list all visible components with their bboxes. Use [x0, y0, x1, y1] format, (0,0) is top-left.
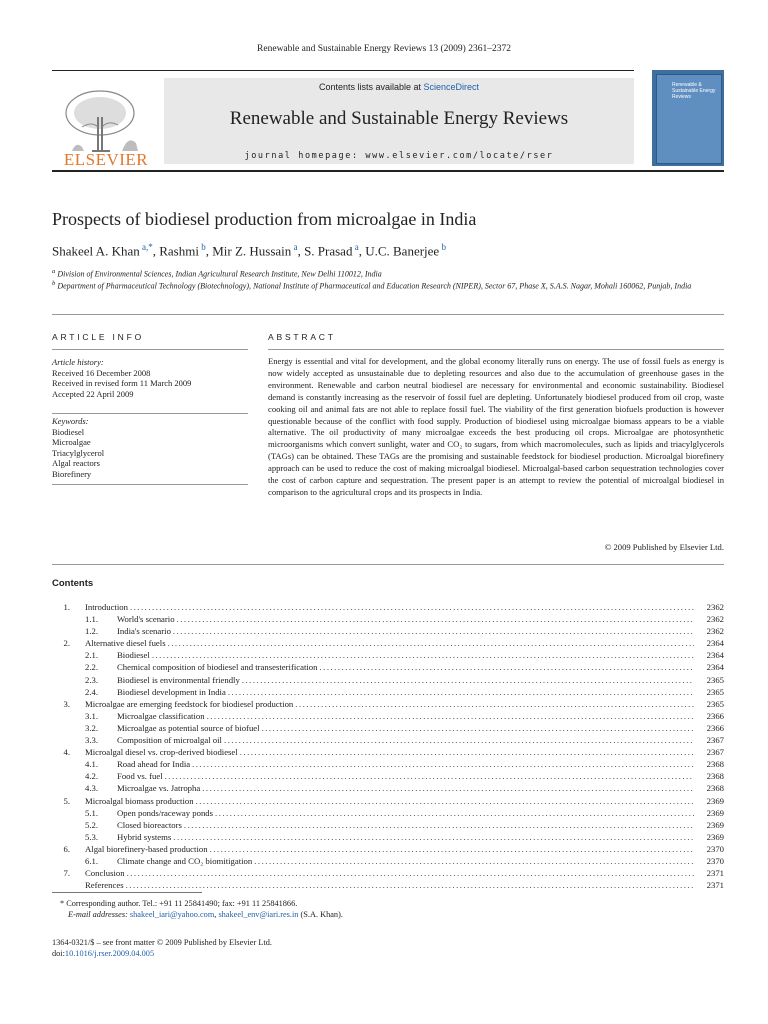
keywords-rule: [52, 484, 248, 485]
affiliation-b: [52, 278, 724, 292]
article-title: Prospects of biodiesel production from microalgae in India: [52, 209, 477, 229]
history-item: Accepted 22 April 2009: [52, 388, 134, 399]
toc-subnumber: 2.2.: [85, 662, 99, 673]
toc-row[interactable]: [52, 747, 724, 759]
toc-row[interactable]: [52, 650, 724, 662]
doi-prefix: doi:: [52, 949, 65, 958]
toc-row[interactable]: [52, 662, 724, 674]
contents-available-prefix: Contents lists available at: [318, 82, 424, 92]
issn-line: 1364-0321/$ – see front matter © 2009 Published by Elsevier Ltd.: [52, 938, 272, 947]
toc-title: India's scenario: [117, 626, 171, 637]
toc-page-number: 2371: [706, 880, 724, 891]
toc-title: Microalgae are emerging feedstock for biodiesel production: [85, 698, 294, 709]
toc-page-number: 2367: [706, 735, 724, 746]
toc-title: References: [85, 880, 124, 891]
toc-page-number: 2369: [706, 819, 724, 830]
toc-row[interactable]: [52, 868, 724, 880]
toc-page-number: 2370: [706, 843, 724, 854]
abstract-heading: ABSTRACT: [268, 332, 336, 342]
toc-subnumber: 3.2.: [85, 722, 99, 733]
toc-subnumber: 1.1.: [85, 614, 99, 625]
keyword-item: Biorefinery: [52, 468, 92, 479]
article-history-label: Article history:: [52, 357, 104, 367]
toc-row[interactable]: [52, 808, 724, 820]
toc-title: Food vs. fuel: [117, 771, 163, 782]
toc-subnumber: 5.3.: [85, 831, 99, 842]
corresponding-author-note: * Corresponding author. Tel.: +91 11 25841490; fax: +91 11 25841866.: [60, 899, 298, 908]
toc-subnumber: 4.1.: [85, 759, 99, 770]
toc-page-number: 2370: [706, 855, 724, 866]
toc-leader-dots: [196, 796, 694, 806]
email-link-2[interactable]: shakeel_env@iari.res.in: [218, 910, 299, 919]
toc-leader-dots: [168, 638, 694, 648]
article-info-rule: [52, 349, 248, 350]
table-of-contents: [52, 602, 724, 892]
toc-page-number: 2368: [706, 771, 724, 782]
toc-page-number: 2362: [706, 602, 724, 612]
author-name: Mir Z. Hussain: [212, 243, 292, 259]
toc-title: Microalgae classification: [117, 710, 205, 721]
article-history: [52, 357, 248, 399]
toc-title: Biodiesel is environmental friendly: [117, 674, 240, 685]
email-label: E-mail addresses:: [68, 910, 128, 919]
toc-row[interactable]: [52, 783, 724, 795]
keyword-item: Biodiesel: [52, 426, 85, 437]
toc-subnumber: 4.2.: [85, 771, 99, 782]
author-name: Rashmi: [159, 243, 199, 259]
author-affiliation-marker[interactable]: a: [352, 242, 359, 252]
author-affiliation-marker[interactable]: b: [439, 242, 446, 252]
history-rule: [52, 413, 248, 414]
toc-title: Open ponds/raceway ponds: [117, 807, 214, 818]
toc-page-number: 2368: [706, 783, 724, 794]
toc-leader-dots: [177, 614, 694, 624]
contents-available: [164, 82, 634, 92]
toc-page-number: 2365: [706, 698, 724, 709]
toc-row[interactable]: [52, 856, 724, 868]
toc-title: Road ahead for India: [117, 759, 191, 770]
toc-page-number: 2371: [706, 868, 724, 879]
toc-leader-dots: [242, 675, 694, 685]
toc-page-number: 2364: [706, 662, 724, 673]
toc-row[interactable]: [52, 699, 724, 711]
email-link-1[interactable]: shakeel_iari@yahoo.com: [129, 910, 215, 919]
toc-title: Biodiesel development in India: [117, 686, 226, 697]
toc-subnumber: 4.3.: [85, 783, 99, 794]
affiliation-a-marker: a: [52, 268, 56, 275]
toc-row[interactable]: [52, 675, 724, 687]
toc-row[interactable]: [52, 638, 724, 650]
toc-page-number: 2364: [706, 650, 724, 661]
toc-number: 4.: [63, 747, 70, 758]
journal-homepage[interactable]: journal homepage: www.elsevier.com/locate/rser: [244, 151, 554, 161]
toc-title: Microalgae vs. Jatropha: [117, 783, 201, 794]
toc-leader-dots: [126, 880, 694, 890]
author-name: S. Prasad: [304, 243, 353, 259]
article-history-list: [52, 368, 248, 400]
email-addresses: E-mail addresses: shakeel_iari@yahoo.com, shakeel_env@iari.res.in (S.A. Khan).: [68, 910, 343, 919]
affiliation-b-marker: b: [52, 280, 56, 287]
toc-leader-dots: [192, 759, 694, 769]
section-rule: [52, 314, 724, 315]
toc-row[interactable]: [52, 602, 724, 614]
toc-leader-dots: [215, 808, 694, 818]
header-bottom-rule: [52, 170, 724, 172]
journal-title: Renewable and Sustainable Energy Reviews: [229, 108, 569, 129]
toc-title: Biodiesel: [117, 650, 150, 661]
toc-number: 6.: [63, 843, 70, 854]
toc-page-number: 2364: [706, 638, 724, 649]
toc-leader-dots: [295, 699, 694, 709]
history-item: Received 16 December 2008: [52, 367, 151, 378]
toc-number: 3.: [63, 698, 70, 709]
toc-page-number: 2362: [706, 614, 724, 625]
toc-number: 7.: [63, 868, 70, 879]
toc-number: 1.: [63, 602, 70, 612]
toc-page-number: 2366: [706, 722, 724, 733]
toc-page-number: 2365: [706, 686, 724, 697]
toc-row[interactable]: [52, 687, 724, 699]
toc-page-number: 2365: [706, 674, 724, 685]
author-affiliation-marker[interactable]: a,*: [139, 242, 153, 252]
toc-leader-dots: [127, 868, 694, 878]
footnote-rule: [52, 892, 202, 893]
toc-row[interactable]: [52, 832, 724, 844]
author-affiliation-marker[interactable]: b: [198, 242, 206, 252]
toc-page-number: 2369: [706, 831, 724, 842]
toc-title: Climate change and CO₂ biomitigation: [117, 855, 253, 866]
keyword-item: Algal reactors: [52, 458, 100, 468]
toc-leader-dots: [152, 650, 694, 660]
author-name: Shakeel A. Khan: [52, 243, 140, 259]
affiliation-b-text: Department of Pharmaceutical Technology (Biotechnology), National Institute of Pharmaceutical and Education Research (NIPER), Sector 67, Phase X, S.A.S. Nagar, Mohali 160062, Punjab, India: [57, 281, 692, 291]
toc-row[interactable]: [52, 711, 724, 723]
doi-line: [52, 948, 272, 959]
toc-page-number: 2362: [706, 626, 724, 637]
toc-title: Alternative diesel fuels: [85, 638, 166, 649]
keywords-block: [52, 416, 248, 479]
toc-row[interactable]: [52, 626, 724, 638]
toc-row[interactable]: [52, 880, 724, 892]
affiliation-a-text: Division of Environmental Sciences, Indian Agricultural Research Institute, New Delhi 110012, India: [57, 269, 382, 279]
toc-title: Chemical composition of biodiesel and transesterification: [117, 662, 318, 673]
toc-subnumber: 3.3.: [85, 735, 99, 746]
toc-title: Microalgae as potential source of biofuel: [117, 722, 260, 733]
elsevier-wordmark: ELSEVIER: [63, 150, 149, 169]
toc-leader-dots: [173, 626, 694, 636]
toc-leader-dots: [207, 711, 694, 721]
copyright-line: © 2009 Published by Elsevier Ltd.: [604, 542, 724, 552]
article-info-heading: ARTICLE INFO: [52, 332, 145, 342]
contents-heading: Contents: [52, 578, 94, 589]
toc-title: Hybrid systems: [117, 831, 172, 842]
toc-row[interactable]: [52, 796, 724, 808]
sciencedirect-link[interactable]: ScienceDirect: [423, 82, 480, 92]
toc-leader-dots: [254, 856, 694, 866]
toc-leader-dots: [224, 735, 694, 745]
keyword-item: Microalgae: [52, 437, 91, 447]
author-list: Shakeel A. Khan $^{a,*}$, Rashmi $^b$, Mir Z. Hussain $^a$, S. Prasad $^a$, U.C. Banerjee $^b$: [52, 242, 446, 259]
contents-rule: [52, 564, 724, 565]
toc-title: Introduction: [85, 602, 128, 612]
keyword-item: Triacylglycerol: [52, 447, 105, 458]
toc-subnumber: 2.1.: [85, 650, 99, 661]
keyword-list: [52, 427, 248, 480]
toc-page-number: 2369: [706, 807, 724, 818]
toc-page-number: 2366: [706, 710, 724, 721]
doi-link[interactable]: 10.1016/j.rser.2009.04.005: [64, 949, 155, 958]
abstract-rule: [268, 349, 724, 350]
toc-title: Closed bioreactors: [117, 819, 182, 830]
toc-title: World's scenario: [117, 614, 175, 625]
issn-doi-block: [52, 937, 272, 959]
toc-title: Conclusion: [85, 868, 125, 879]
toc-leader-dots: [210, 844, 694, 854]
toc-leader-dots: [165, 771, 694, 781]
toc-leader-dots: [184, 820, 694, 830]
toc-leader-dots: [240, 747, 694, 757]
header-rule: [52, 70, 634, 71]
toc-leader-dots: [173, 832, 694, 842]
toc-number: 2.: [63, 638, 70, 649]
toc-leader-dots: [319, 662, 694, 672]
toc-subnumber: 2.4.: [85, 686, 99, 697]
journal-cover-title: Renewable & Sustainable Energy Reviews: [672, 82, 716, 100]
toc-row[interactable]: [52, 820, 724, 832]
toc-leader-dots: [130, 602, 694, 612]
toc-subnumber: 3.1.: [85, 710, 99, 721]
toc-page-number: 2369: [706, 795, 724, 806]
toc-page-number: 2367: [706, 747, 724, 758]
toc-title: Microalgal diesel vs. crop-derived biodiesel: [85, 747, 238, 758]
toc-row[interactable]: [52, 614, 724, 626]
toc-page-number: 2368: [706, 759, 724, 770]
toc-row[interactable]: [52, 771, 724, 783]
keywords-label: Keywords:: [52, 416, 89, 426]
author-name: U.C. Banerjee: [365, 243, 440, 259]
toc-row[interactable]: [52, 723, 724, 735]
toc-subnumber: 5.1.: [85, 807, 99, 818]
toc-title: Composition of microalgal oil: [117, 735, 222, 746]
toc-leader-dots: [262, 723, 694, 733]
toc-subnumber: 6.1.: [85, 855, 99, 866]
email-suffix: (S.A. Khan).: [300, 910, 343, 919]
author-affiliation-marker[interactable]: a: [291, 242, 298, 252]
toc-subnumber: 2.3.: [85, 674, 99, 685]
toc-number: 5.: [63, 795, 70, 806]
abstract-text: Energy is essential and vital for development, and the global economy literally runs on energy. The use of fossil fuels as energy is now widely accepted as unsustainable due to depleting resources and also due to the accumulation of greenhouse gases in the environment. Renewable and carbon neutral biodiesel are necessary for environmental and economic sustainability. Biodiesel demand is constantly increasing as the reservoir of fossil fuel are depleting. Unfortunately biodiesel produced from oil crop, waste cooking oil and animal fats are not able to replace fossil fuel. The viability of the first generation biofuels production is however questionable because of the conflict with food supply. Production of biodiesel using microalgae biomass appears to be a viable alternative. The oil productivity of many microalgae exceeds the best producing oil crops. Microalgae are photosynthetic microorganisms which convert sunlight, water and CO₂ to sugars, from which macromolecules, such as lipids and triacylglycerols (TAGs) can be obtained. These TAGs are the promising and sustainable feedstock for biodiesel production. Microalgal biorefinery approach can be used to reduce the cost of making microalgal biodiesel. Microalgal-based carbon sequestration technologies cover the cost of carbon capture and sequestration. The present paper is an attempt to review the potential of microalgal biodiesel in comparison to the agricultural crops and its prospects in India.: [268, 356, 724, 497]
toc-subnumber: 1.2.: [85, 626, 99, 637]
toc-subnumber: 5.2.: [85, 819, 99, 830]
toc-leader-dots: [202, 783, 694, 793]
toc-row[interactable]: [52, 844, 724, 856]
toc-row[interactable]: [52, 735, 724, 747]
toc-title: Algal biorefinery-based production: [85, 843, 208, 854]
toc-leader-dots: [228, 687, 694, 697]
toc-title: Microalgal biomass production: [85, 795, 194, 806]
history-item: Received in revised form 11 March 2009: [52, 378, 192, 388]
journal-citation: Renewable and Sustainable Energy Reviews 13 (2009) 2361–2372: [257, 44, 511, 54]
toc-row[interactable]: [52, 759, 724, 771]
